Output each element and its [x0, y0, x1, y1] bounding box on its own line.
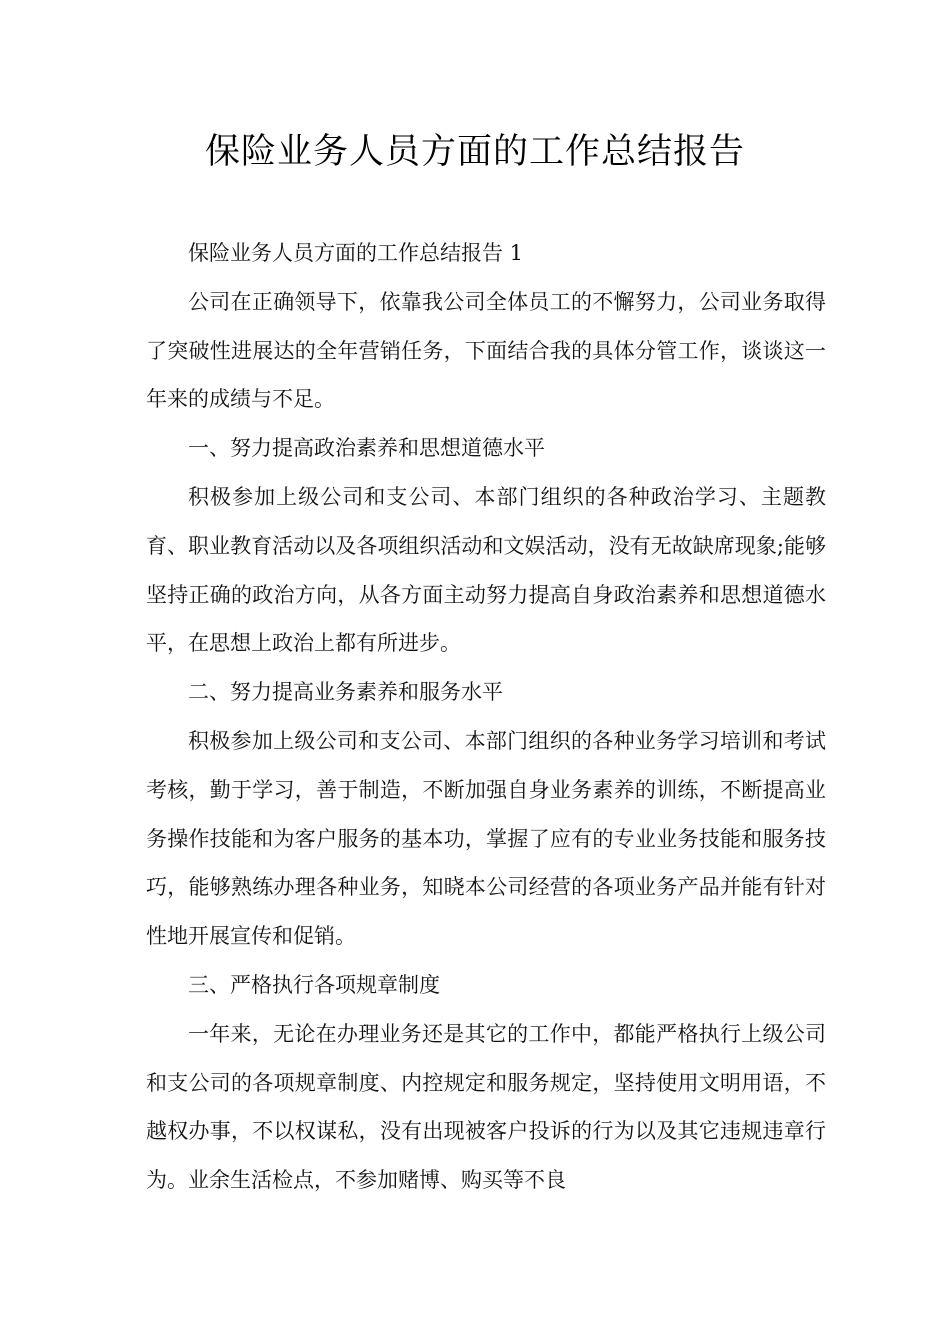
- paragraph-section-1: 积极参加上级公司和支公司、本部门组织的各种政治学习、主题教育、职业教育活动以及各项组织活动和文娱活动，没有无故缺席现象;能够坚持正确的政治方向，从各方面主动努力提高自身政治素养和思想道德水平，在思想上政治上都有所进步。: [146, 484, 826, 656]
- paragraph-section-3: 一年来，无论在办理业务还是其它的工作中，都能严格执行上级公司和支公司的各项规章制度、内控规定和服务规定，坚持使用文明用语，不越权办事，不以权谋私，没有出现被客户投诉的行为以及其它违规违章行为。业余生活检点，不参加赌博、购买等不良: [146, 1021, 826, 1193]
- paragraph-intro: 公司在正确领导下，依靠我公司全体员工的不懈努力，公司业务取得了突破性进展达的全年营销任务，下面结合我的具体分管工作，谈谈这一年来的成绩与不足。: [146, 289, 826, 412]
- paragraph-section-2: 积极参加上级公司和支公司、本部门组织的各种业务学习培训和考试考核，勤于学习，善于制造，不断加强自身业务素养的训练，不断提高业务操作技能和为客户服务的基本功，掌握了应有的专业业务技能和服务技巧，能够熟练办理各种业务，知晓本公司经营的各项业务产品并能有针对性地开展宣传和促销。: [146, 728, 826, 949]
- section-heading-2: 二、努力提高业务素养和服务水平: [188, 680, 503, 705]
- document-title: 保险业务人员方面的工作总结报告: [204, 132, 745, 172]
- document-body: [146, 229, 826, 1205]
- section-heading-1: 一、努力提高政治素养和思想道德水平: [188, 436, 545, 461]
- paragraph-subtitle: 保险业务人员方面的工作总结报告 1: [188, 241, 524, 265]
- section-heading-3: 三、严格执行各项规章制度: [188, 972, 440, 997]
